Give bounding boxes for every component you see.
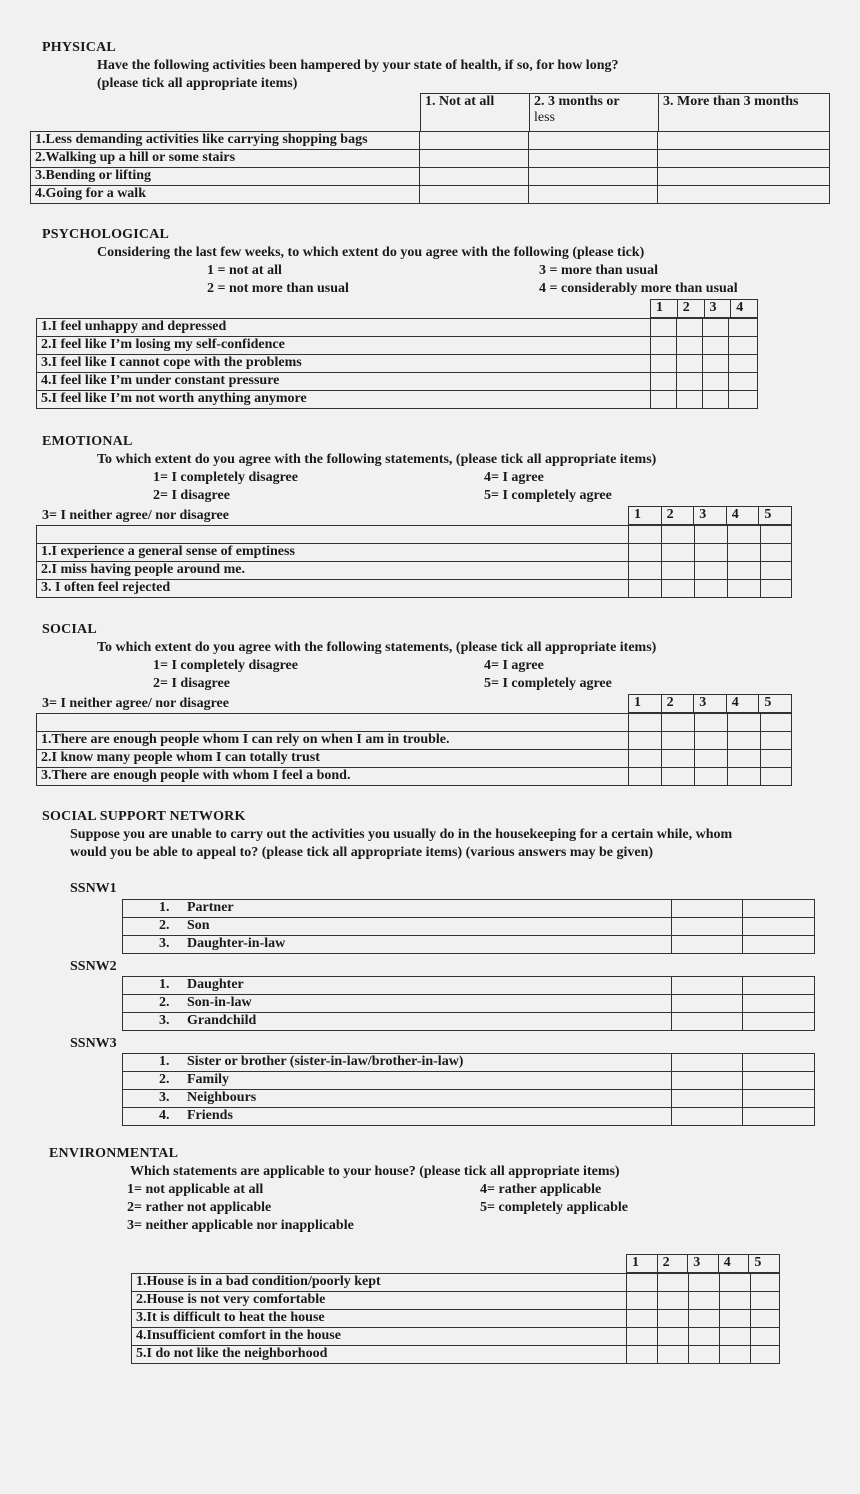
tick-cell[interactable]	[629, 562, 662, 580]
tick-cell[interactable]	[761, 768, 792, 786]
scale-item: 1= I completely disagree	[153, 470, 298, 485]
table-row	[132, 1292, 780, 1310]
tick-cell[interactable]	[672, 977, 743, 995]
scale-item: 4 = considerably more than usual	[539, 281, 738, 296]
tick-cell[interactable]	[703, 391, 729, 409]
physical-item: 2.Walking up a hill or some stairs	[31, 150, 420, 168]
environmental-item: 5.I do not like the neighborhood	[132, 1346, 627, 1364]
psychological-item: 1.I feel unhappy and depressed	[37, 319, 651, 337]
psychological-question: Considering the last few weeks, to which extent do you agree with the following (please tick)	[97, 245, 645, 260]
physical-table	[30, 131, 830, 204]
environmental-header-table	[626, 1254, 780, 1273]
tick-cell[interactable]	[658, 186, 830, 204]
emotional-table	[36, 525, 792, 598]
scale-item: 3= neither applicable nor inapplicable	[127, 1218, 354, 1233]
scale-item: 2 = not more than usual	[207, 281, 349, 296]
tick-cell[interactable]	[761, 732, 792, 750]
table-row	[132, 1274, 780, 1292]
tick-cell[interactable]	[662, 526, 695, 544]
item-number: 4.	[123, 1108, 182, 1126]
tick-cell[interactable]	[743, 1090, 815, 1108]
tick-cell[interactable]	[703, 337, 729, 355]
ssnw-label: SSNW2	[70, 959, 117, 974]
emotional-title: EMOTIONAL	[42, 434, 133, 449]
environmental-table	[131, 1273, 780, 1364]
tick-cell[interactable]	[677, 319, 703, 337]
scale-item: 2= I disagree	[153, 488, 230, 503]
physical-item: 4.Going for a walk	[31, 186, 420, 204]
table-row	[37, 732, 792, 750]
emotional-item: 2.I miss having people around me.	[37, 562, 629, 580]
tick-cell[interactable]	[720, 1328, 751, 1346]
tick-cell[interactable]	[695, 732, 728, 750]
tick-cell[interactable]	[662, 768, 695, 786]
ssnw1-table	[122, 899, 815, 954]
physical-item: 1.Less demanding activities like carrying shopping bags	[31, 132, 420, 150]
table-row	[37, 714, 792, 732]
ssnw-label: SSNW1	[70, 881, 117, 896]
table-row	[31, 168, 830, 186]
tick-cell[interactable]	[751, 1310, 780, 1328]
tick-cell[interactable]	[677, 373, 703, 391]
table-row	[123, 1090, 815, 1108]
tick-cell[interactable]	[672, 918, 743, 936]
tick-cell[interactable]	[658, 132, 830, 150]
tick-cell[interactable]	[743, 936, 815, 954]
tick-cell[interactable]	[420, 168, 529, 186]
table-row	[37, 526, 792, 544]
table-row	[37, 337, 758, 355]
tick-cell[interactable]	[672, 995, 743, 1013]
tick-cell[interactable]	[627, 1310, 658, 1328]
scale-col-header: 1	[627, 1255, 658, 1273]
tick-cell[interactable]	[743, 977, 815, 995]
tick-cell[interactable]	[677, 391, 703, 409]
scale-col-header: 3	[704, 300, 731, 318]
item-number: 2.	[123, 995, 182, 1013]
social-item: 3.There are enough people with whom I feel a bond.	[37, 768, 629, 786]
scale-col-header: 1	[629, 507, 662, 525]
tick-cell[interactable]	[695, 544, 728, 562]
tick-cell[interactable]	[677, 337, 703, 355]
tick-cell[interactable]	[729, 337, 758, 355]
ssnw-item: Grandchild	[181, 1013, 672, 1031]
tick-cell[interactable]	[729, 373, 758, 391]
psychological-title: PSYCHOLOGICAL	[42, 227, 170, 242]
psychological-header-table	[650, 299, 758, 318]
scale-item: 3= I neither agree/ nor disagree	[42, 696, 229, 711]
tick-cell[interactable]	[662, 580, 695, 598]
environmental-item: 3.It is difficult to heat the house	[132, 1310, 627, 1328]
tick-cell[interactable]	[627, 1346, 658, 1364]
tick-cell[interactable]	[672, 1072, 743, 1090]
tick-cell[interactable]	[689, 1346, 720, 1364]
ssnw-item: Sister or brother (sister-in-law/brother-in-law)	[181, 1054, 672, 1072]
tick-cell[interactable]	[658, 1292, 689, 1310]
tick-cell[interactable]	[751, 1328, 780, 1346]
tick-cell[interactable]	[629, 732, 662, 750]
scale-col-header: 4	[718, 1255, 749, 1273]
table-row	[37, 391, 758, 409]
ssnw3-table	[122, 1053, 815, 1126]
ssnw-item: Partner	[181, 900, 672, 918]
tick-cell[interactable]	[761, 750, 792, 768]
tick-cell[interactable]	[689, 1292, 720, 1310]
tick-cell[interactable]	[743, 900, 815, 918]
item-number: 2.	[123, 918, 182, 936]
environmental-item: 4.Insufficient comfort in the house	[132, 1328, 627, 1346]
tick-cell[interactable]	[720, 1274, 751, 1292]
table-row	[132, 1346, 780, 1364]
table-row	[123, 1072, 815, 1090]
psychological-table	[36, 318, 758, 409]
table-row	[132, 1328, 780, 1346]
tick-cell[interactable]	[658, 168, 830, 186]
table-row	[132, 1310, 780, 1328]
tick-cell[interactable]	[689, 1328, 720, 1346]
scale-item: 5= I completely agree	[484, 676, 612, 691]
tick-cell[interactable]	[662, 732, 695, 750]
ssnw-item: Daughter	[181, 977, 672, 995]
tick-cell[interactable]	[689, 1310, 720, 1328]
tick-cell[interactable]	[720, 1346, 751, 1364]
ssnw-label: SSNW3	[70, 1036, 117, 1051]
emotional-question: To which extent do you agree with the following statements, (please tick all appropriate items)	[97, 452, 657, 467]
physical-col-header: 1. Not at all	[421, 94, 530, 132]
social-item: 1.There are enough people whom I can rely on when I am in trouble.	[37, 732, 629, 750]
tick-cell[interactable]	[658, 1346, 689, 1364]
scale-col-header: 4	[726, 507, 759, 525]
scale-col-header: 3	[694, 507, 727, 525]
tick-cell[interactable]	[695, 562, 728, 580]
scale-col-header: 2	[661, 507, 694, 525]
scale-item: 2= rather not applicable	[127, 1200, 272, 1215]
tick-cell[interactable]	[420, 186, 529, 204]
tick-cell[interactable]	[728, 732, 761, 750]
ssnw-item: Neighbours	[181, 1090, 672, 1108]
ssnw-item: Son-in-law	[181, 995, 672, 1013]
scale-col-header: 5	[759, 507, 792, 525]
physical-col-header: 2. 3 months or less	[530, 94, 659, 132]
tick-cell[interactable]	[677, 355, 703, 373]
table-row	[123, 977, 815, 995]
item-number: 1.	[123, 1054, 182, 1072]
physical-col-header: 3. More than 3 months	[659, 94, 830, 132]
tick-cell[interactable]	[629, 750, 662, 768]
ssn-question: would you be able to appeal to? (please tick all appropriate items) (various answers may be given)	[70, 845, 654, 860]
tick-cell[interactable]	[651, 391, 677, 409]
emotional-item: 1.I experience a general sense of emptiness	[37, 544, 629, 562]
scale-item: 5= completely applicable	[480, 1200, 628, 1215]
scale-item: 2= I disagree	[153, 676, 230, 691]
scale-item: 4= I agree	[484, 470, 544, 485]
tick-cell[interactable]	[703, 319, 729, 337]
scale-col-header: 4	[726, 695, 759, 713]
tick-cell[interactable]	[743, 1013, 815, 1031]
tick-cell[interactable]	[658, 150, 830, 168]
table-row	[37, 544, 792, 562]
tick-cell[interactable]	[695, 580, 728, 598]
scale-col-header: 2	[661, 695, 694, 713]
tick-cell[interactable]	[658, 1328, 689, 1346]
tick-cell[interactable]	[720, 1310, 751, 1328]
scale-col-header: 2	[657, 1255, 688, 1273]
table-row	[31, 186, 830, 204]
table-row	[123, 995, 815, 1013]
tick-cell[interactable]	[720, 1292, 751, 1310]
scale-col-header: 3	[694, 695, 727, 713]
emotional-item: 3. I often feel rejected	[37, 580, 629, 598]
tick-cell[interactable]	[728, 768, 761, 786]
tick-cell[interactable]	[629, 714, 662, 732]
scale-item: 3= I neither agree/ nor disagree	[42, 508, 229, 523]
item-number: 1.	[123, 900, 182, 918]
tick-cell[interactable]	[695, 750, 728, 768]
ssn-question: Suppose you are unable to carry out the activities you usually do in the housekeeping for a certain while, whom	[70, 827, 733, 842]
tick-cell[interactable]	[629, 768, 662, 786]
tick-cell[interactable]	[651, 355, 677, 373]
tick-cell[interactable]	[751, 1346, 780, 1364]
tick-cell[interactable]	[627, 1274, 658, 1292]
table-row	[123, 1108, 815, 1126]
tick-cell[interactable]	[729, 319, 758, 337]
ssnw-item: Daughter-in-law	[181, 936, 672, 954]
tick-cell[interactable]	[695, 714, 728, 732]
tick-cell[interactable]	[695, 768, 728, 786]
tick-cell[interactable]	[420, 132, 529, 150]
tick-cell[interactable]	[672, 1013, 743, 1031]
table-row	[123, 1054, 815, 1072]
ssn-title: SOCIAL SUPPORT NETWORK	[42, 809, 246, 824]
tick-cell[interactable]	[672, 1090, 743, 1108]
table-row	[123, 936, 815, 954]
tick-cell[interactable]	[658, 1274, 689, 1292]
tick-cell[interactable]	[651, 337, 677, 355]
item-number: 2.	[123, 1072, 182, 1090]
table-row	[123, 1013, 815, 1031]
tick-cell[interactable]	[695, 526, 728, 544]
tick-cell[interactable]	[672, 1108, 743, 1126]
table-row	[31, 150, 830, 168]
tick-cell[interactable]	[761, 544, 792, 562]
social-question: To which extent do you agree with the following statements, (please tick all appropriate items)	[97, 640, 657, 655]
tick-cell[interactable]	[729, 391, 758, 409]
psychological-item: 2.I feel like I’m losing my self-confidence	[37, 337, 651, 355]
tick-cell[interactable]	[529, 168, 658, 186]
tick-cell[interactable]	[672, 900, 743, 918]
emotional-header-table	[628, 506, 792, 525]
social-table	[36, 713, 792, 786]
tick-cell[interactable]	[743, 1054, 815, 1072]
tick-cell[interactable]	[761, 714, 792, 732]
tick-cell[interactable]	[743, 995, 815, 1013]
spacer-cell	[37, 714, 629, 732]
scale-col-header: 1	[651, 300, 678, 318]
ssnw-item: Family	[181, 1072, 672, 1090]
tick-cell[interactable]	[529, 150, 658, 168]
tick-cell[interactable]	[629, 526, 662, 544]
table-row	[37, 768, 792, 786]
table-row	[37, 580, 792, 598]
environmental-item: 1.House is in a bad condition/poorly kept	[132, 1274, 627, 1292]
table-row	[37, 562, 792, 580]
tick-cell[interactable]	[529, 132, 658, 150]
physical-question: Have the following activities been hampered by your state of health, if so, for how long?	[97, 58, 619, 73]
tick-cell[interactable]	[743, 918, 815, 936]
tick-cell[interactable]	[629, 544, 662, 562]
tick-cell[interactable]	[420, 150, 529, 168]
tick-cell[interactable]	[761, 580, 792, 598]
table-row	[37, 355, 758, 373]
social-item: 2.I know many people whom I can totally trust	[37, 750, 629, 768]
physical-header-table	[420, 93, 830, 132]
environmental-question: Which statements are applicable to your house? (please tick all appropriate items)	[130, 1164, 620, 1179]
psychological-item: 5.I feel like I’m not worth anything anymore	[37, 391, 651, 409]
tick-cell[interactable]	[703, 373, 729, 391]
physical-instruction: (please tick all appropriate items)	[97, 76, 298, 91]
environmental-title: ENVIRONMENTAL	[49, 1146, 179, 1161]
scale-col-header: 5	[759, 695, 792, 713]
tick-cell[interactable]	[627, 1292, 658, 1310]
environmental-item: 2.House is not very comfortable	[132, 1292, 627, 1310]
scale-col-header: 5	[749, 1255, 780, 1273]
tick-cell[interactable]	[662, 562, 695, 580]
scale-item: 5= I completely agree	[484, 488, 612, 503]
scale-item: 1= not applicable at all	[127, 1182, 264, 1197]
item-number: 3.	[123, 1013, 182, 1031]
item-number: 3.	[123, 1090, 182, 1108]
ssnw2-table	[122, 976, 815, 1031]
tick-cell[interactable]	[689, 1274, 720, 1292]
physical-item: 3.Bending or lifting	[31, 168, 420, 186]
table-row	[37, 750, 792, 768]
tick-cell[interactable]	[529, 186, 658, 204]
scale-item: 4= I agree	[484, 658, 544, 673]
spacer-cell	[37, 526, 629, 544]
table-row	[123, 900, 815, 918]
tick-cell[interactable]	[662, 714, 695, 732]
item-number: 3.	[123, 936, 182, 954]
table-row	[37, 373, 758, 391]
scale-col-header: 3	[688, 1255, 719, 1273]
scale-item: 3 = more than usual	[539, 263, 658, 278]
table-row	[31, 132, 830, 150]
scale-col-header: 1	[629, 695, 662, 713]
tick-cell[interactable]	[728, 750, 761, 768]
tick-cell[interactable]	[662, 544, 695, 562]
tick-cell[interactable]	[751, 1292, 780, 1310]
tick-cell[interactable]	[761, 526, 792, 544]
tick-cell[interactable]	[728, 580, 761, 598]
tick-cell[interactable]	[658, 1310, 689, 1328]
tick-cell[interactable]	[761, 562, 792, 580]
social-title: SOCIAL	[42, 622, 97, 637]
tick-cell[interactable]	[629, 580, 662, 598]
tick-cell[interactable]	[743, 1108, 815, 1126]
scale-item: 1 = not at all	[207, 263, 282, 278]
ssnw-item: Friends	[181, 1108, 672, 1126]
physical-title: PHYSICAL	[42, 40, 116, 55]
tick-cell[interactable]	[651, 373, 677, 391]
table-row	[123, 918, 815, 936]
scale-item: 1= I completely disagree	[153, 658, 298, 673]
tick-cell[interactable]	[729, 355, 758, 373]
tick-cell[interactable]	[703, 355, 729, 373]
tick-cell[interactable]	[728, 526, 761, 544]
scale-col-header: 4	[731, 300, 758, 318]
table-row	[37, 319, 758, 337]
scale-item: 4= rather applicable	[480, 1182, 602, 1197]
ssnw-item: Son	[181, 918, 672, 936]
psychological-item: 4.I feel like I’m under constant pressure	[37, 373, 651, 391]
tick-cell[interactable]	[627, 1328, 658, 1346]
tick-cell[interactable]	[662, 750, 695, 768]
tick-cell[interactable]	[672, 1054, 743, 1072]
tick-cell[interactable]	[672, 936, 743, 954]
tick-cell[interactable]	[728, 562, 761, 580]
scale-col-header: 2	[677, 300, 704, 318]
social-header-table	[628, 694, 792, 713]
tick-cell[interactable]	[728, 714, 761, 732]
psychological-item: 3.I feel like I cannot cope with the problems	[37, 355, 651, 373]
item-number: 1.	[123, 977, 182, 995]
tick-cell[interactable]	[751, 1274, 780, 1292]
tick-cell[interactable]	[651, 319, 677, 337]
tick-cell[interactable]	[728, 544, 761, 562]
tick-cell[interactable]	[743, 1072, 815, 1090]
